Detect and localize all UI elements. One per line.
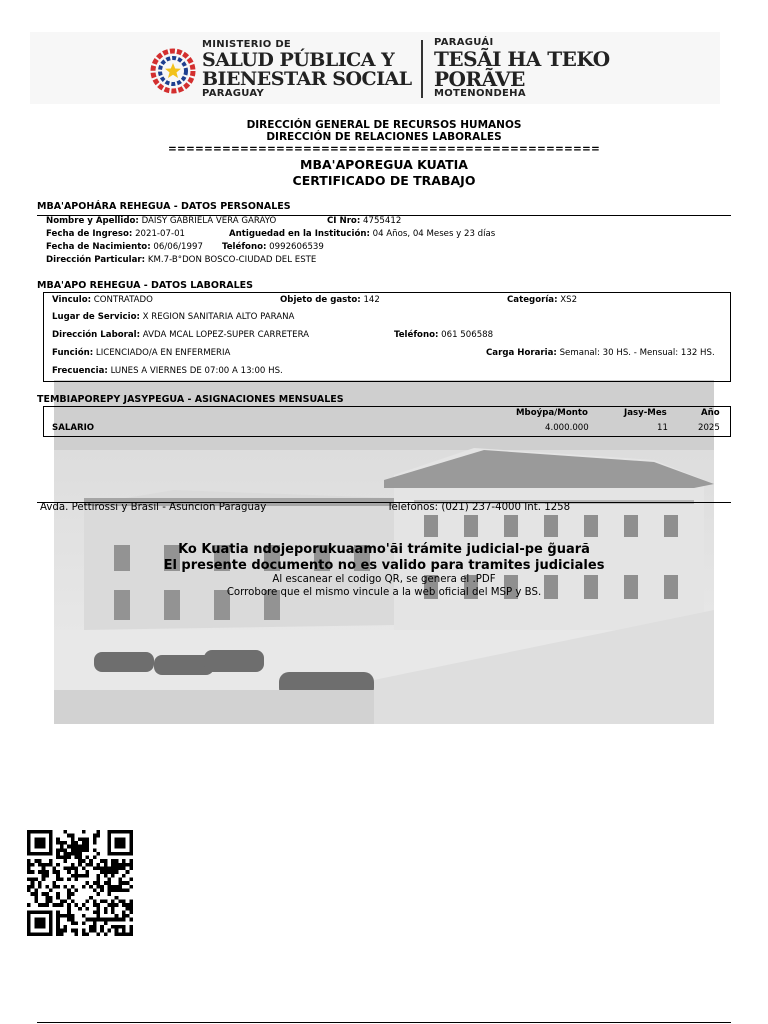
notice-verify: Corrobore que el mismo vincule a la web oficial del MSP y BS. (226, 587, 542, 598)
direccion-laboral-field: Dirección Laboral: AVDA MCAL LOPEZ-SUPER CARRETERA (52, 330, 310, 340)
ci-field: CI Nro: 4755412 (327, 216, 402, 226)
col-mes-header: Jasy-Mes (624, 408, 667, 418)
categoria-field: Categoría: XS2 (507, 295, 578, 305)
row-concepto: SALARIO (52, 423, 95, 433)
ministry-line-1: MINISTERIO DE (202, 39, 292, 50)
guarani-line-3: PORÃVE (434, 67, 525, 91)
direccion-relaciones: DIRECCIÓN DE RELACIONES LABORALES (266, 131, 502, 143)
vinculo-field: Vinculo: CONTRATADO (52, 295, 153, 305)
guarani-line-4: MOTENONDEHA (434, 88, 526, 99)
col-anio-header: Año (701, 408, 720, 418)
ingreso-field: Fecha de Ingreso: 2021-07-01 (46, 229, 186, 239)
lugar-servicio-field: Lugar de Servicio: X REGION SANITARIA ALTO PARANA (52, 312, 295, 322)
antiguedad-field: Antiguedad en la Institución: 04 Años, 04 Meses y 23 días (229, 229, 496, 239)
col-monto-header: Mboýpa/Monto (516, 408, 588, 418)
personal-section-title: MBA'APOHÁRA REHEGUA - DATOS PERSONALES (37, 201, 291, 212)
carga-horaria-field: Carga Horaria: Semanal: 30 HS. - Mensual: 132 HS. (486, 348, 715, 358)
footer-phones: Telefonos: (021) 237-4000 Int. 1258 (387, 502, 571, 513)
document-title: CERTIFICADO DE TRABAJO (292, 173, 476, 188)
ministry-line-3: BIENESTAR SOCIAL (202, 68, 412, 90)
ministry-line-4: PARAGUAY (202, 88, 265, 99)
laboral-section-title: MBA'APO REHEGUA - DATOS LABORALES (37, 280, 254, 291)
document-title-guarani: MBA'APOREGUA KUATIA (300, 157, 468, 172)
name-field: Nombre y Apellido: DAISY GABRIELA VERA GARAYO (46, 216, 277, 226)
frecuencia-field: Frecuencia: LUNES A VIERNES DE 07:00 A 13:00 HS. (52, 366, 283, 376)
bottom-divider (37, 1022, 731, 1023)
funcion-field: Función: LICENCIADO/A EN ENFERMERIA (52, 348, 231, 358)
row-mes: 11 (657, 423, 668, 433)
direccion-general: DIRECCIÓN GENERAL DE RECURSOS HUMANOS (246, 119, 522, 131)
direccion-particular-field: Dirección Particular: KM.7-B°DON BOSCO-CIUDAD DEL ESTE (46, 255, 317, 265)
ministry-seal-icon (150, 48, 196, 94)
notice-spanish: El presente documento no es valido para tramites judiciales (163, 558, 605, 573)
guarani-line-2: TESÃI HA TEKO (434, 47, 610, 71)
telefono-field: Teléfono: 0992606539 (222, 242, 324, 252)
telefono-laboral-field: Teléfono: 061 506588 (394, 330, 494, 340)
objeto-gasto-field: Objeto de gasto: 142 (280, 295, 380, 305)
title-separator: ================================================ (168, 143, 600, 155)
qr-code[interactable] (25, 830, 135, 936)
row-anio: 2025 (698, 423, 720, 433)
asignaciones-section-title: TEMBIAPOREPY JASYPEGUA - ASIGNACIONES MENSUALES (37, 394, 344, 405)
nacimiento-field: Fecha de Nacimiento: 06/06/1997 (46, 242, 203, 252)
notice-qr: Al escanear el codigo QR, se genera el .PDF (272, 574, 496, 585)
footer-address: Avda. Pettirossi y Brasil - Asuncion Paraguay (40, 502, 267, 513)
notice-guarani: Ko Kuatia ndojeporukuaamo'ãi trámite judicial-pe g̃uarã (178, 542, 590, 557)
header-divider (421, 40, 423, 98)
ministry-line-2: SALUD PÚBLICA Y (202, 49, 395, 71)
row-monto: 4.000.000 (545, 423, 589, 433)
guarani-line-1: PARAGUÁI (434, 37, 494, 48)
